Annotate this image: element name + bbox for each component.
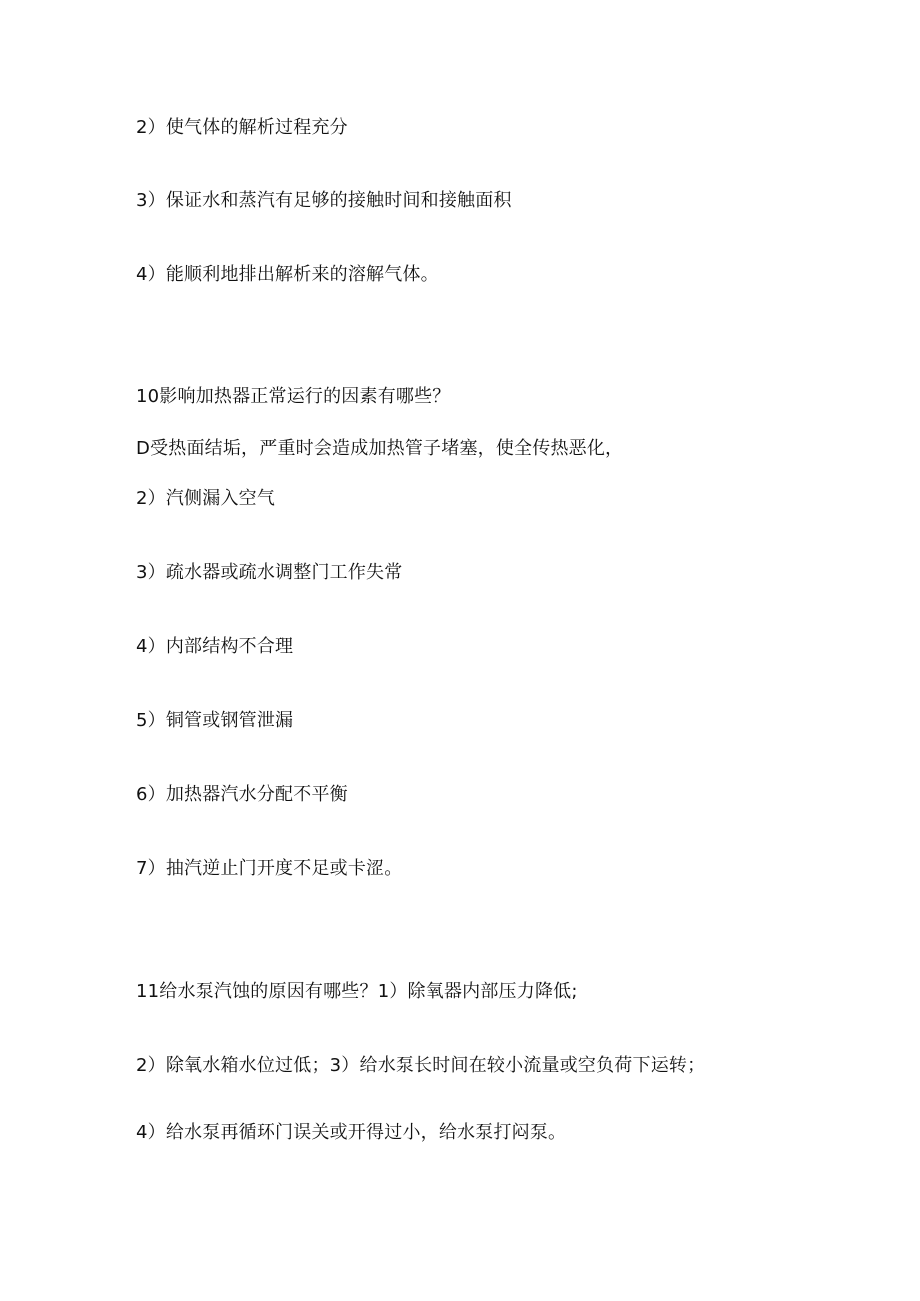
section-10-item-4: 4）内部结构不合理 [136, 636, 294, 657]
section-11-question: 11给水泵汽蚀的原因有哪些？1）除氧器内部压力降低; [136, 981, 578, 1002]
section-10-item-7: 7）抽汽逆止门开度不足或卡涩。 [136, 858, 403, 879]
section-10-item-3: 3）疏水器或疏水调整门工作失常 [136, 562, 403, 583]
section-10-item-5: 5）铜管或钢管泄漏 [136, 710, 294, 731]
section-10-item-6: 6）加热器汽水分配不平衡 [136, 784, 348, 805]
section-9-item-4: 4）能顺利地排出解析来的溶解气体。 [136, 264, 439, 285]
section-10-item-1: D受热面结垢，严重时会造成加热管子堵塞，使全传热恶化， [136, 438, 624, 459]
section-10-item-2: 2）汽侧漏入空气 [136, 488, 276, 509]
section-9-item-3: 3）保证水和蒸汽有足够的接触时间和接触面积 [136, 190, 512, 211]
section-9-item-2: 2）使气体的解析过程充分 [136, 117, 348, 138]
section-10-question: 10影响加热器正常运行的因素有哪些？ [136, 386, 451, 407]
section-11-item-2-3: 2）除氧水箱水位过低；3）给水泵长时间在较小流量或空负荷下运转； [136, 1055, 706, 1076]
section-11-item-4: 4）给水泵再循环门误关或开得过小，给水泵打闷泵。 [136, 1122, 567, 1143]
